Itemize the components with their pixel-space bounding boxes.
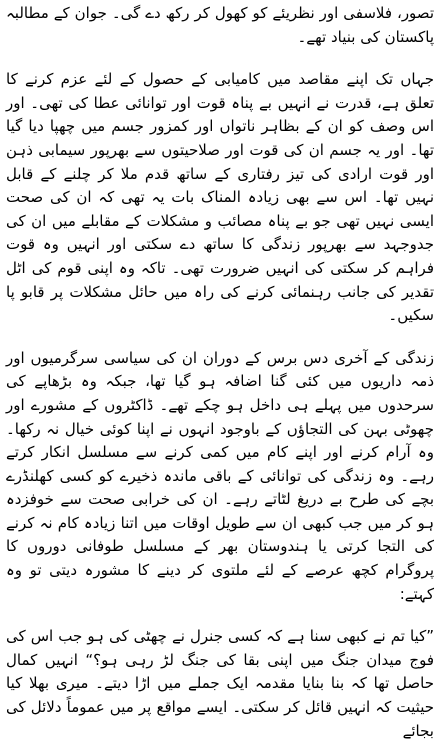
paragraph-intro: تصور، فلاسفی اور نظریئے کو کھول کر رکھ دے گی۔ جوان کے مطالبہ پاکستان کی بنیاد تھے۔	[6, 4, 434, 46]
paragraph-quote: ”کیا تم نے کبھی سنا ہے کہ کسی جنرل نے چھٹی کی ہو جب اس کی فوج میدان جنگ میں اپنی بقا کی جنگ لڑ رہی ہو؟“ انہیں کمال حاصل تھا کہ بنا بنایا مقدمہ ایک جملے میں اڑا دیتے۔ میری بھلا کیا حیثیت کہ انہیں قائل کر سکتی۔ ایسے مواقع پر میں عموماً دلائل کی بجائے	[6, 627, 434, 740]
paragraph-determination: جہاں تک اپنے مقاصد میں کامیابی کے حصول کے لئے عزم کرنے کا تعلق ہے، قدرت نے انہیں بے پناہ قوت اور توانائی عطا کی تھی۔ اور اس وصف کو ان کے بظاہر ناتواں اور کمزور جسم میں چھپا دیا گیا تھا۔ اور یہ جسم ان کی قوت اور صلاحیتوں سے بھرپور سیمابی ذہن اور قوت ارادی کی تیز رفتاری کے ساتھ قدم ملا کر چلنے کے قابل نہیں تھا۔ اس سے بھی زیادہ المناک بات یہ تھی کہ ان کی صحت ایسی نہیں تھی جو بے پناہ مصائب و مشکلات کے مقابلے میں ان کی جدوجہد سے بھرپور زندگی کا ساتھ دے سکتی اور انہیں وہ قوت فراہم کر سکتی کی انہیں ضرورت تھی۔ تاکہ وہ اپنی قوم کی اٹل تقدیر کی جانب رہنمائی کرنے کی راہ میں حائل مشکلات پر قابو پا سکیں۔	[6, 70, 434, 325]
paragraph-spacer	[6, 606, 434, 625]
paragraph-spacer	[6, 49, 434, 68]
paragraph-spacer	[6, 328, 434, 347]
paragraph-last-years: زندگی کے آخری دس برس کے دوران ان کی سیاسی سرگرمیوں اور ذمہ داریوں میں کئی گنا اضافہ ہو گیا تھا، جبکہ وہ بڑھاپے کی سرحدوں میں پہلے ہی داخل ہو چکے تھے۔ ڈاکٹروں کے مشورے اور چھوٹی بہن کی التجاؤں کے باوجود انہوں نے اپنا کوئی خیال نہ رکھا۔ وہ آرام کرنے اور اپنے کام میں کمی کرنے سے مسلسل انکار کرتے رہے۔ وہ زندگی کی توانائی کے باقی ماندہ ذخیرے کو کسی کھلنڈرے بچے کی طرح بے دریغ لٹاتے رہے۔ ان کی خرابی صحت سے خوفزدہ ہو کر میں جب کبھی ان سے طویل اوقات میں اتنا زیادہ کام نہ کرنے کی التجا کرتی یا ہندوستان بھر کے مسلسل طوفانی دوروں کا پروگرام کچھ عرصے کے لئے ملتوی کر دینے کا مشورہ دیتی تو وہ کہتے:	[6, 348, 434, 603]
